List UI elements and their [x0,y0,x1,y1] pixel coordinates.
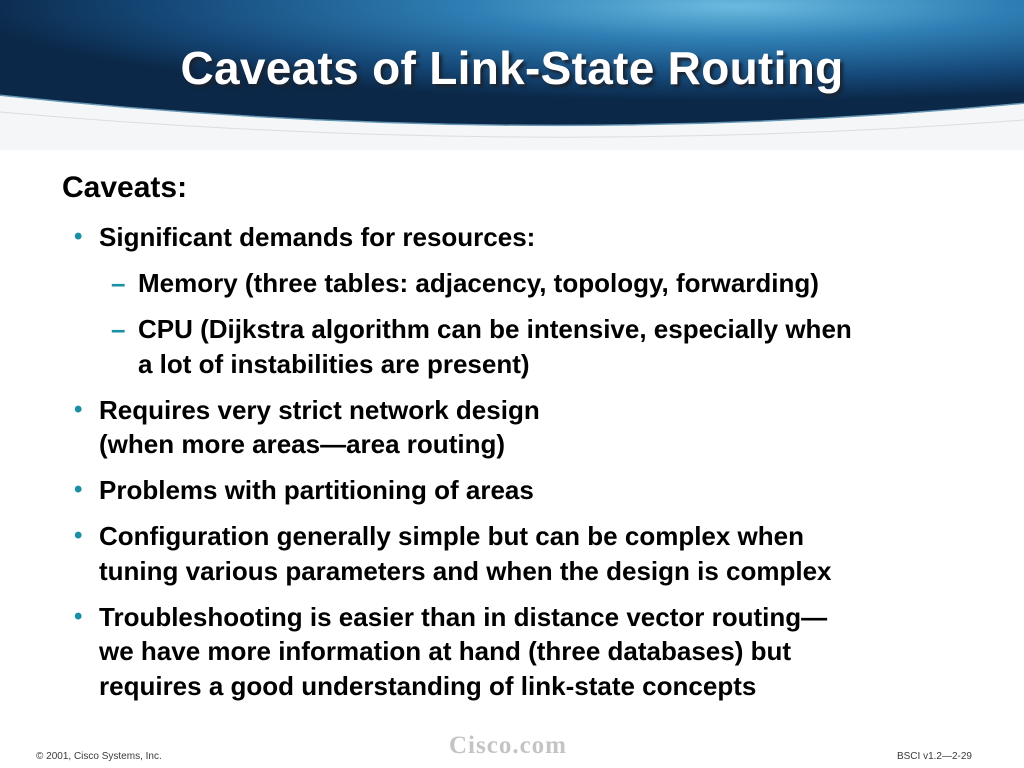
bullet-text: Troubleshooting is easier than in distance vector routing— [99,601,828,632]
bullet-icon: • [74,476,83,503]
bullet-text: requires a good understanding of link-state concepts [99,670,757,701]
sub-bullet-item [62,312,982,381]
bullet-item [62,600,982,704]
section-heading: Caveats: [62,171,188,204]
bullet-text: tuning various parameters and when the design is complex [99,555,832,586]
slide-title: Caveats of Link-State Routing [180,42,844,94]
sub-bullet-text: Memory (three tables: adjacency, topology, forwarding) [138,268,819,298]
bullet-item [62,473,982,508]
sub-bullet-text: a lot of instabilities are present) [138,348,530,379]
slide-number: BSCI v1.2—2-29 [896,751,972,762]
bullet-icon: • [74,395,83,423]
dash-icon: – [111,314,126,344]
bullet-item [62,220,982,255]
bullet-icon: • [74,223,83,250]
bullet-icon: • [74,602,83,630]
bullet-text: Requires very strict network design [99,394,540,425]
bullet-icon: • [74,522,83,549]
bullet-item [62,519,982,588]
bullet-item [62,393,982,462]
bullet-text: Configuration generally simple but can be complex when [99,521,805,551]
cisco-logo: Cisco.com [449,732,567,759]
slide-content [62,168,982,715]
dash-icon: – [111,268,126,298]
sub-bullet-item [62,266,982,301]
bullet-text: (when more areas—area routing) [99,429,505,459]
bullet-text: Problems with partitioning of areas [99,475,534,505]
slide-footer [0,732,1024,768]
bullet-text: Significant demands for resources: [99,222,536,252]
sub-bullet-text: CPU (Dijkstra algorithm can be intensive, especially when [138,314,852,344]
copyright-text: © 2001, Cisco Systems, Inc. [36,751,162,762]
bullet-text: we have more information at hand (three databases) but [99,636,792,666]
